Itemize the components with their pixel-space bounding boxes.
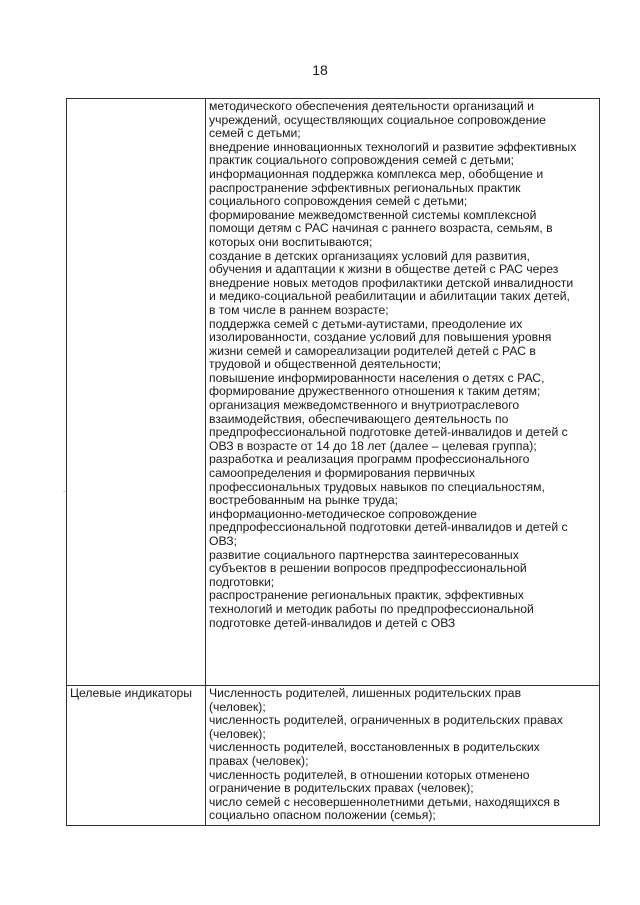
text-line: численность родителей, восстановленных в родительских bbox=[209, 740, 540, 755]
table-row-continued bbox=[67, 99, 600, 686]
text-line: методического обеспечения деятельности организаций и bbox=[209, 99, 534, 113]
text-line: число семей с несовершеннолетними детьми, находящихся в bbox=[209, 794, 560, 809]
text-line: Численность родителей, лишенных родительских прав bbox=[209, 686, 522, 700]
row-label-cell bbox=[67, 99, 206, 686]
text-line: создание в детских организациях условий для развития, bbox=[209, 248, 530, 263]
text-line: ОВЗ; bbox=[209, 534, 237, 548]
text-line: помощи детям с РАС начиная с раннего возраста, семьям, в bbox=[209, 221, 553, 236]
text-line: правах (человек); bbox=[209, 753, 309, 768]
table-row-indicators bbox=[67, 686, 600, 826]
text-line: разработка и реализация программ профессионального bbox=[209, 452, 530, 467]
text-line: численность родителей, в отношении которых отменено bbox=[209, 767, 530, 782]
text-line: повышение информированности населения о детях с РАС, bbox=[209, 370, 545, 385]
text-line: технологий и методик работы по предпрофессиональной bbox=[209, 601, 534, 616]
text-line: информационно-методическое сопровождение bbox=[209, 506, 477, 521]
text-line: поддержка семей с детьми-аутистами, преодоление их bbox=[209, 316, 523, 331]
text-line: распространение региональных практик, эффективных bbox=[209, 588, 524, 603]
text-line: распространение эффективных региональных практик bbox=[209, 180, 521, 195]
text-line: трудовой и общественной деятельности; bbox=[209, 357, 442, 372]
text-line: жизни семей и самореализации родителей детей с РАС в bbox=[209, 343, 536, 358]
text-line: ОВЗ в возрасте от 14 до 18 лет (далее – целевая группа); bbox=[209, 438, 537, 453]
text-line: (человек); bbox=[209, 726, 266, 741]
text-line: подготовки; bbox=[209, 574, 275, 589]
text-line: социально опасном положении (семья); bbox=[209, 808, 436, 823]
row-label-indicators: Целевые индикаторы bbox=[70, 686, 193, 700]
row-content-cell bbox=[206, 686, 600, 826]
text-line: развитие социального партнерства заинтересованных bbox=[209, 547, 519, 562]
text-line: информационная поддержка комплекса мер, обобщение и bbox=[209, 166, 544, 181]
text-line: в том числе в раннем возрасте; bbox=[209, 302, 389, 317]
text-line: предпрофессиональной подготовки детей-инвалидов и детей с bbox=[209, 520, 568, 535]
text-line: формирование межведомственной системы комплексной bbox=[209, 207, 537, 222]
text-line: и медико-социальной реабилитации и абилитации таких детей, bbox=[209, 289, 570, 304]
text-line: профессиональных трудовых навыков по специальностям, bbox=[209, 479, 545, 494]
text-line: социального сопровождения семей с детьми; bbox=[209, 194, 468, 209]
text-line: которых они воспитываются; bbox=[209, 234, 373, 249]
text-line: взаимодействия, обеспечивающего деятельность по bbox=[209, 411, 509, 426]
text-line: учреждений, осуществляющих социальное сопровождение bbox=[209, 112, 546, 127]
text-line: (человек); bbox=[209, 699, 266, 714]
page-number: 18 bbox=[312, 62, 328, 78]
text-line: обучения и адаптации к жизни в обществе детей с РАС через bbox=[209, 262, 559, 277]
margin-mark: . bbox=[63, 485, 66, 494]
text-line: изолированности, создание условий для повышения уровня bbox=[209, 330, 552, 345]
text-line: внедрение инновационных технологий и развитие эффективных bbox=[209, 139, 577, 154]
text-line: самоопределения и формирования первичных bbox=[209, 466, 476, 481]
text-line: организация межведомственного и внутриотраслевого bbox=[209, 398, 520, 413]
text-line: ограничение в родительских правах (человек); bbox=[209, 781, 474, 796]
text-line: подготовке детей-инвалидов и детей с ОВЗ bbox=[209, 615, 456, 630]
row-label-cell bbox=[67, 686, 206, 826]
text-line: внедрение новых методов профилактики детской инвалидности bbox=[209, 275, 574, 290]
text-line: предпрофессиональной подготовке детей-инвалидов и детей с bbox=[209, 425, 568, 440]
text-line: востребованным на рынке труда; bbox=[209, 493, 399, 508]
text-line: субъектов в решении вопросов предпрофессиональной bbox=[209, 561, 527, 576]
row-content-cell bbox=[206, 99, 600, 686]
text-line: практик социального сопровождения семей с детьми; bbox=[209, 153, 515, 168]
passport-table bbox=[66, 98, 600, 826]
text-line: семей с детьми; bbox=[209, 126, 301, 141]
text-line: численность родителей, ограниченных в родительских правах bbox=[209, 713, 563, 728]
text-line: формирование дружественного отношения к таким детям; bbox=[209, 384, 541, 399]
